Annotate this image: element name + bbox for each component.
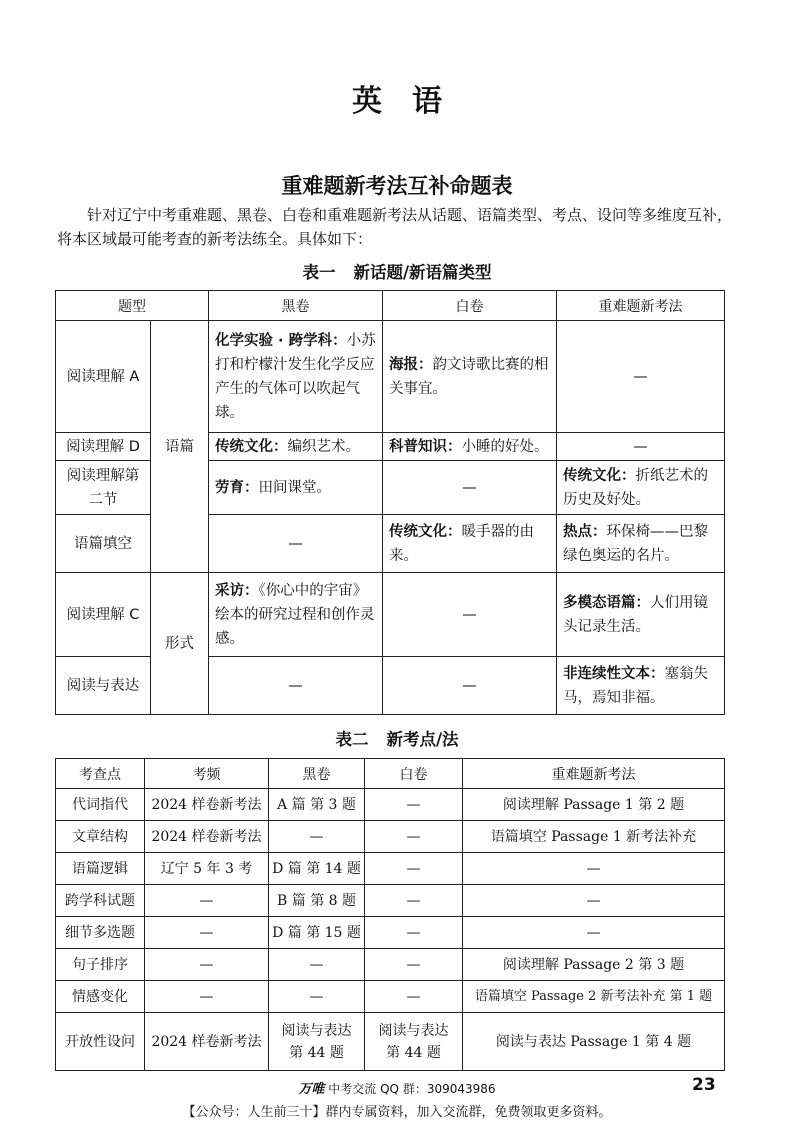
cell: —	[463, 917, 725, 949]
cell: 开放性设问	[56, 1013, 145, 1071]
cell: 代词指代	[56, 789, 145, 821]
baijuan-cell: —	[383, 461, 557, 515]
cell: 辽宁 5 年 3 考	[145, 853, 269, 885]
newmethod-cell: 非连续性文本：塞翁失马，焉知非福。	[557, 657, 725, 715]
page-number: 23	[692, 1075, 716, 1095]
cell: —	[145, 949, 269, 981]
cell: 阅读与表达第 44 题	[269, 1013, 365, 1071]
cell: 2024 样卷新考法	[145, 821, 269, 853]
table2-header-row	[56, 759, 725, 789]
table-row	[56, 321, 725, 433]
table-row	[56, 853, 725, 885]
table-row	[56, 821, 725, 853]
row-type: 阅读理解 A	[56, 321, 151, 433]
table-row	[56, 789, 725, 821]
cell: 阅读与表达第 44 题	[365, 1013, 463, 1071]
table-header: 白卷	[365, 759, 463, 789]
cell: 情感变化	[56, 981, 145, 1013]
table-header: 重难题新考法	[463, 759, 725, 789]
table1	[55, 290, 725, 715]
brand-logo: 万唯	[298, 1082, 325, 1097]
newmethod-cell: 多模态语篇：人们用镜头记录生活。	[557, 573, 725, 657]
newmethod-cell: —	[557, 321, 725, 433]
cell: —	[365, 821, 463, 853]
table-row	[56, 917, 725, 949]
table-header: 考频	[145, 759, 269, 789]
heijuan-cell: —	[209, 515, 383, 573]
table-header: 黑卷	[209, 291, 383, 321]
group-label: 形式	[151, 573, 209, 715]
table-header: 重难题新考法	[557, 291, 725, 321]
cell: —	[365, 853, 463, 885]
heijuan-cell: 传统文化：编织艺术。	[209, 433, 383, 461]
cell: D 篇 第 14 题	[269, 853, 365, 885]
cell: 文章结构	[56, 821, 145, 853]
heijuan-cell: 化学实验 · 跨学科：小苏打和柠檬汁发生化学反应产生的气体可以吹起气球。	[209, 321, 383, 433]
newmethod-cell: —	[557, 433, 725, 461]
row-type: 阅读理解第二节	[56, 461, 151, 515]
section-subtitle: 重难题新考法互补命题表	[281, 174, 513, 198]
table-row	[56, 573, 725, 657]
row-type: 阅读理解 C	[56, 573, 151, 657]
row-type: 阅读理解 D	[56, 433, 151, 461]
cell: —	[145, 885, 269, 917]
baijuan-cell: —	[383, 657, 557, 715]
baijuan-cell: 海报：韵文诗歌比赛的相关事宜。	[383, 321, 557, 433]
cell: 2024 样卷新考法	[145, 1013, 269, 1071]
cell: 语篇填空 Passage 1 新考法补充	[463, 821, 725, 853]
heijuan-cell: —	[209, 657, 383, 715]
table-header: 考查点	[56, 759, 145, 789]
table-header: 黑卷	[269, 759, 365, 789]
cell: 句子排序	[56, 949, 145, 981]
cell: B 篇 第 8 题	[269, 885, 365, 917]
cell: 2024 样卷新考法	[145, 789, 269, 821]
footer	[0, 1078, 794, 1097]
cell: —	[463, 853, 725, 885]
table-row	[56, 981, 725, 1013]
cell: 细节多选题	[56, 917, 145, 949]
cell: —	[365, 917, 463, 949]
newmethod-cell: 热点：环保椅——巴黎绿色奥运的名片。	[557, 515, 725, 573]
cell: D 篇 第 15 题	[269, 917, 365, 949]
cell: —	[365, 949, 463, 981]
table1-header-row	[56, 291, 725, 321]
cell: —	[463, 885, 725, 917]
table2-caption: 表二 新考点/法	[335, 730, 459, 749]
cell: 阅读与表达 Passage 1 第 4 题	[463, 1013, 725, 1071]
cell: —	[365, 885, 463, 917]
cell: —	[365, 981, 463, 1013]
cell: —	[365, 789, 463, 821]
cell: —	[269, 949, 365, 981]
table-row	[56, 885, 725, 917]
cell: —	[145, 917, 269, 949]
table-row	[56, 1013, 725, 1071]
group-label: 语篇	[151, 321, 209, 573]
baijuan-cell: —	[383, 573, 557, 657]
cell: 语篇逻辑	[56, 853, 145, 885]
heijuan-cell: 采访：《你心中的宇宙》绘本的研究过程和创作灵感。	[209, 573, 383, 657]
cell: 语篇填空 Passage 2 新考法补充 第 1 题	[463, 981, 725, 1013]
promo-banner: 【公众号：人生前三十】群内专属资料，加入交流群，免费领取更多资料。	[182, 1105, 612, 1120]
cell: 跨学科试题	[56, 885, 145, 917]
intro-paragraph: 针对辽宁中考重难题、黑卷、白卷和重难题新考法从话题、语篇类型、考点、设问等多维度互补，将本区域最可能考查的新考法练全。具体如下：	[57, 206, 733, 248]
table-header: 题型	[56, 291, 209, 321]
cell: —	[269, 821, 365, 853]
cell: —	[269, 981, 365, 1013]
heijuan-cell: 劳育：田间课堂。	[209, 461, 383, 515]
table1-caption: 表一 新话题/新语篇类型	[302, 263, 492, 282]
cell: 阅读理解 Passage 1 第 2 题	[463, 789, 725, 821]
cell: —	[145, 981, 269, 1013]
table2	[55, 758, 725, 1071]
table-header: 白卷	[383, 291, 557, 321]
baijuan-cell: 科普知识：小睡的好处。	[383, 433, 557, 461]
row-type: 阅读与表达	[56, 657, 151, 715]
footer-text: 中考交流 QQ 群：309043986	[328, 1082, 496, 1096]
newmethod-cell: 传统文化：折纸艺术的历史及好处。	[557, 461, 725, 515]
page-title: 英 语	[352, 84, 442, 119]
cell: A 篇 第 3 题	[269, 789, 365, 821]
table-row	[56, 949, 725, 981]
baijuan-cell: 传统文化：暖手器的由来。	[383, 515, 557, 573]
row-type: 语篇填空	[56, 515, 151, 573]
cell: 阅读理解 Passage 2 第 3 题	[463, 949, 725, 981]
